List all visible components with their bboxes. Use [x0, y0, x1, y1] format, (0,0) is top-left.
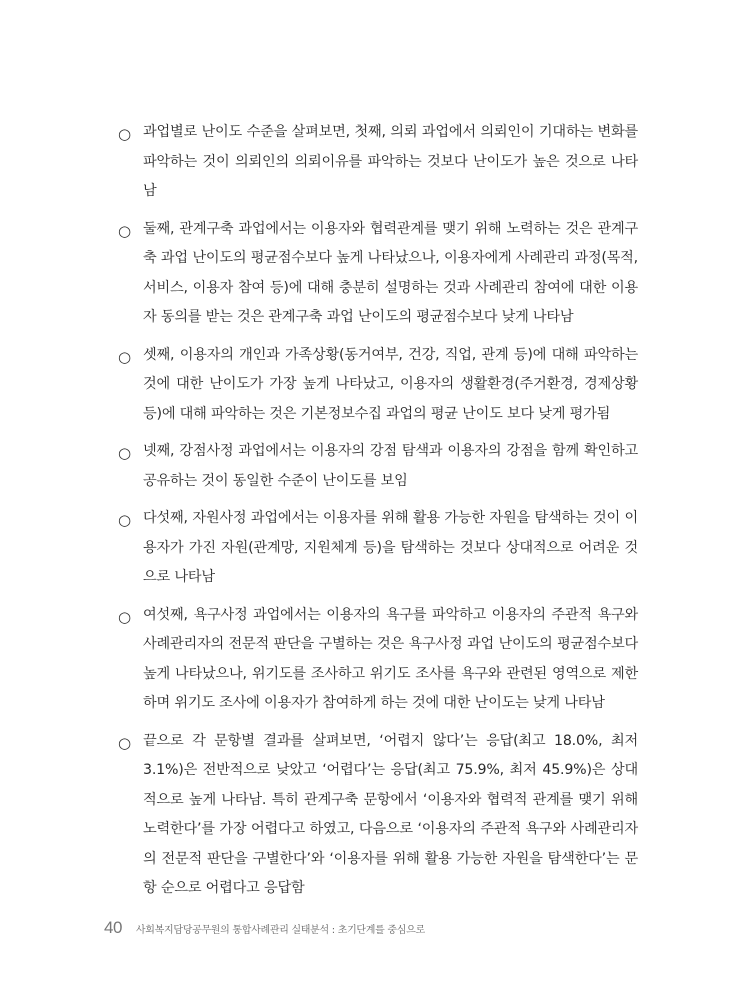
list-item-text: 여섯째, 욕구사정 과업에서는 이용자의 욕구를 파악하고 이용자의 주관적 욕구와 사례관리자의 전문적 판단을 구별하는 것은 욕구사정 과업 난이도의 평균점수보다 높게 나타났으나, 위기도를 조사하고 위기도 조사를 욕구와 관련된 영역으로 제한하며 위기도 조사에 이용자가 참여하게 하는 것에 대한 난이도는 낮게 나타남 — [143, 606, 638, 711]
list-item-text: 과업별로 난이도 수준을 살펴보면, 첫째, 의뢰 과업에서 의뢰인이 기대하는 변화를 파악하는 것이 의뢰인의 의뢰이유를 파악하는 것보다 난이도가 높은 것으로 나타남 — [143, 124, 638, 199]
list-item — [118, 601, 638, 719]
list-item-text: 다섯째, 자원사정 과업에서는 이용자를 위해 활용 가능한 자원을 탐색하는 것이 이용자가 가진 자원(관계망, 지원체계 등)을 탐색하는 것보다 상대적으로 어려운 것으로 나타남 — [143, 510, 638, 585]
list-item — [118, 215, 638, 333]
list-item — [118, 437, 638, 496]
list-item-text: 둘째, 관계구축 과업에서는 이용자와 협력관계를 맺기 위해 노력하는 것은 관계구축 과업 난이도의 평균점수보다 높게 나타났으나, 이용자에게 사례관리 과정(목적, 서비스, 이용자 참여 등)에 대해 충분히 설명하는 것과 사례관리 참여에 대한 이용자 동의를 받는 것은 관계구축 과업 난이도의 평균점수보다 낮게 나타남 — [143, 220, 638, 325]
running-title: 사회복지담당공무원의 통합사례관리 실태분석 : 초기단계를 중심으로 — [135, 925, 425, 936]
circle-bullet-icon: ○ — [118, 347, 132, 366]
list-item — [118, 341, 638, 430]
list-item-text: 넷째, 강점사정 과업에서는 이용자의 강점 탐색과 이용자의 강점을 함께 확인하고 공유하는 것이 동일한 수준이 난이도를 보임 — [143, 443, 638, 489]
circle-bullet-icon: ○ — [118, 125, 132, 143]
page-footer — [104, 918, 425, 938]
body-content — [118, 118, 638, 912]
page-number: 40 — [104, 918, 122, 937]
circle-bullet-icon: ○ — [118, 511, 132, 529]
list-item-text: 셋째, 이용자의 개인과 가족상황(동거여부, 건강, 직업, 관계 등)에 대해 파악하는 것에 대한 난이도가 가장 높게 나타났고, 이용자의 생활환경(주거환경, 경제상황 등)에 대해 파악하는 것은 기본정보수집 과업의 평균 난이도 보다 낮게 평가됨 — [143, 346, 638, 422]
circle-bullet-icon: ○ — [118, 444, 132, 462]
list-item — [118, 118, 638, 207]
list-item — [118, 504, 638, 593]
circle-bullet-icon: ○ — [118, 607, 132, 626]
circle-bullet-icon: ○ — [118, 733, 132, 752]
list-item-text: 끝으로 각 문항별 결과를 살펴보면, ‘어렵지 않다’는 응답(최고 18.0%, 최저 3.1%)은 전반적으로 낮았고 ‘어렵다’는 응답(최고 75.9%, 최저 45.9%)은 상대적으로 높게 나타남. 특히 관계구축 문항에서 ‘이용자와 협력적 관계를 맺기 위해 노력한다’를 가장 어렵다고 하였고, 다음으로 ‘이용자의 주관적 욕구와 사례관리자의 전문적 판단을 구별한다’와 ‘이용자를 위해 활용 가능한 자원을 탐색한다’는 문항 순으로 어렵다고 응답함 — [143, 732, 638, 896]
circle-bullet-icon: ○ — [118, 221, 132, 240]
list-item — [118, 727, 638, 904]
